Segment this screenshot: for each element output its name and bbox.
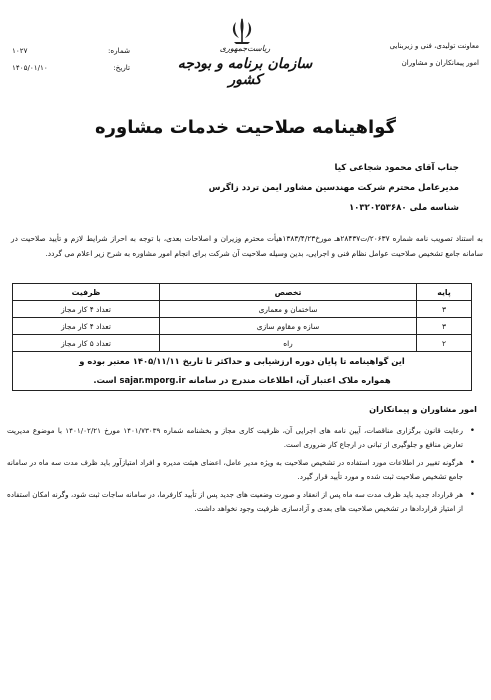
national-id: شناسه ملی ۱۰۳۲۰۲۵۳۶۸۰ [348,203,459,213]
capacity-cell: تعداد ۴ کار مجاز [13,301,160,318]
addressee-name: جناب آقای محمود شجاعی کیا [334,163,459,173]
addressee-company: مدیرعامل محترم شرکت مهندسین مشاور ایمن تردد زاگرس [208,183,459,193]
presidency-label: ریاست‌جمهوری [219,44,271,53]
grade-cell: ۲ [417,335,472,352]
intro-paragraph: به استناد تصویب نامه شماره ۲۰۶۳۷/ت۲۸۴۳۷هـ مورخ۱۳۸۳/۴/۲۳هیأت محترم وزیران و اصلاحات بعدی، با توجه به احراز شرایط لازم و تأیید صلاحیت در سامانه جامع تشخیص صلاحیت عوامل نظام فنی و اجرایی، بدین وسیله صلاحیت آن شرکت برای انجام امور مشاوره به شرح زیر اعلام می گردد. [11,234,483,258]
header-capacity: ظرفیت [13,284,160,301]
header-specialty: تخصص [160,284,417,301]
organization-logo-text: سازمان برنامه و بودجه کشور [177,56,313,88]
date-label: تاریخ: [113,63,130,72]
page-title: گواهینامه صلاحیت خدمات مشاوره [95,117,396,138]
header-grade: پایه [417,284,472,301]
notes-list [7,424,477,520]
specialty-cell: سازه و مقاوم سازی [160,318,417,335]
specialty-cell: راه [160,335,417,352]
number-label: شماره: [107,46,130,55]
sajar-website-link[interactable]: sajar.mporg.ir [119,375,186,385]
specialty-cell: ساختمان و معماری [160,301,417,318]
qualification-table [12,283,472,391]
validity-line-2-post: است. [93,375,117,385]
letter-meta [12,42,130,76]
addressee-block [29,158,459,218]
grade-cell: ۳ [417,318,472,335]
list-item: • رعایت قانون برگزاری مناقصات، آیین نامه های اجرایی آن، ظرفیت کاری مجاز و بخشنامه شماره ۱۴۰۱/۷۳۰۳۹ مورخ ۱۴۰۱/۰۲/۲۱ با موضوع مدیریت تعارض منافع و جلوگیری از تبانی در ارجاع کار ضروری است. [7,424,463,452]
table-row [13,335,472,352]
table-row [13,301,472,318]
validity-line-2 [17,371,467,390]
capacity-cell: تعداد ۴ کار مجاز [13,318,160,335]
table-header-row [13,284,472,301]
validity-statement [13,352,472,391]
office-name: امور پیمانکاران و مشاوران [401,59,479,67]
deputy-name: معاونت تولیدی، فنی و زیربنایی [389,42,479,50]
deputy-header [329,38,479,72]
emblem-icon [228,16,256,46]
validity-line-2-pre: همواره ملاک اعتبار آن، اطلاعات مندرج در سامانه [188,375,391,385]
date-value: ۱۴۰۵/۰۱/۱۰ [12,63,48,72]
grade-cell: ۳ [417,301,472,318]
number-value: ۱۰۲۷ [12,46,28,55]
list-item: • هر قرارداد جدید باید ظرف مدت سه ماه پس از انعقاد و صورت وضعیت های جدید پس از تأیید کارفرما، در سامانه ساجات ثبت شود، وگرنه امکان استفاده از امتیاز قراردادها در تشخیص صلاحیت های بعدی و آزادسازی ظرفیت وجود نخواهد داشت. [7,488,463,516]
section-title: امور مشاوران و پیمانکاران [369,404,477,414]
list-item: • هرگونه تغییر در اطلاعات مورد استفاده در تشخیص صلاحیت به ویژه مدیر عامل، اعضای هیئت مدیره و افراد امتیازآور باید ظرف مدت سه ماه در سامانه جامع تشخیص صلاحیت ثبت شده و مورد تأیید قرار گیرد. [7,456,463,484]
capacity-cell: تعداد ۵ کار مجاز [13,335,160,352]
validity-line-1: این گواهینامه تا پایان دوره ارزشیابی و حداکثر تا تاریخ ۱۴۰۵/۱۱/۱۱ معتبر بوده و [79,356,405,366]
table-row [13,318,472,335]
validity-row [13,352,472,391]
